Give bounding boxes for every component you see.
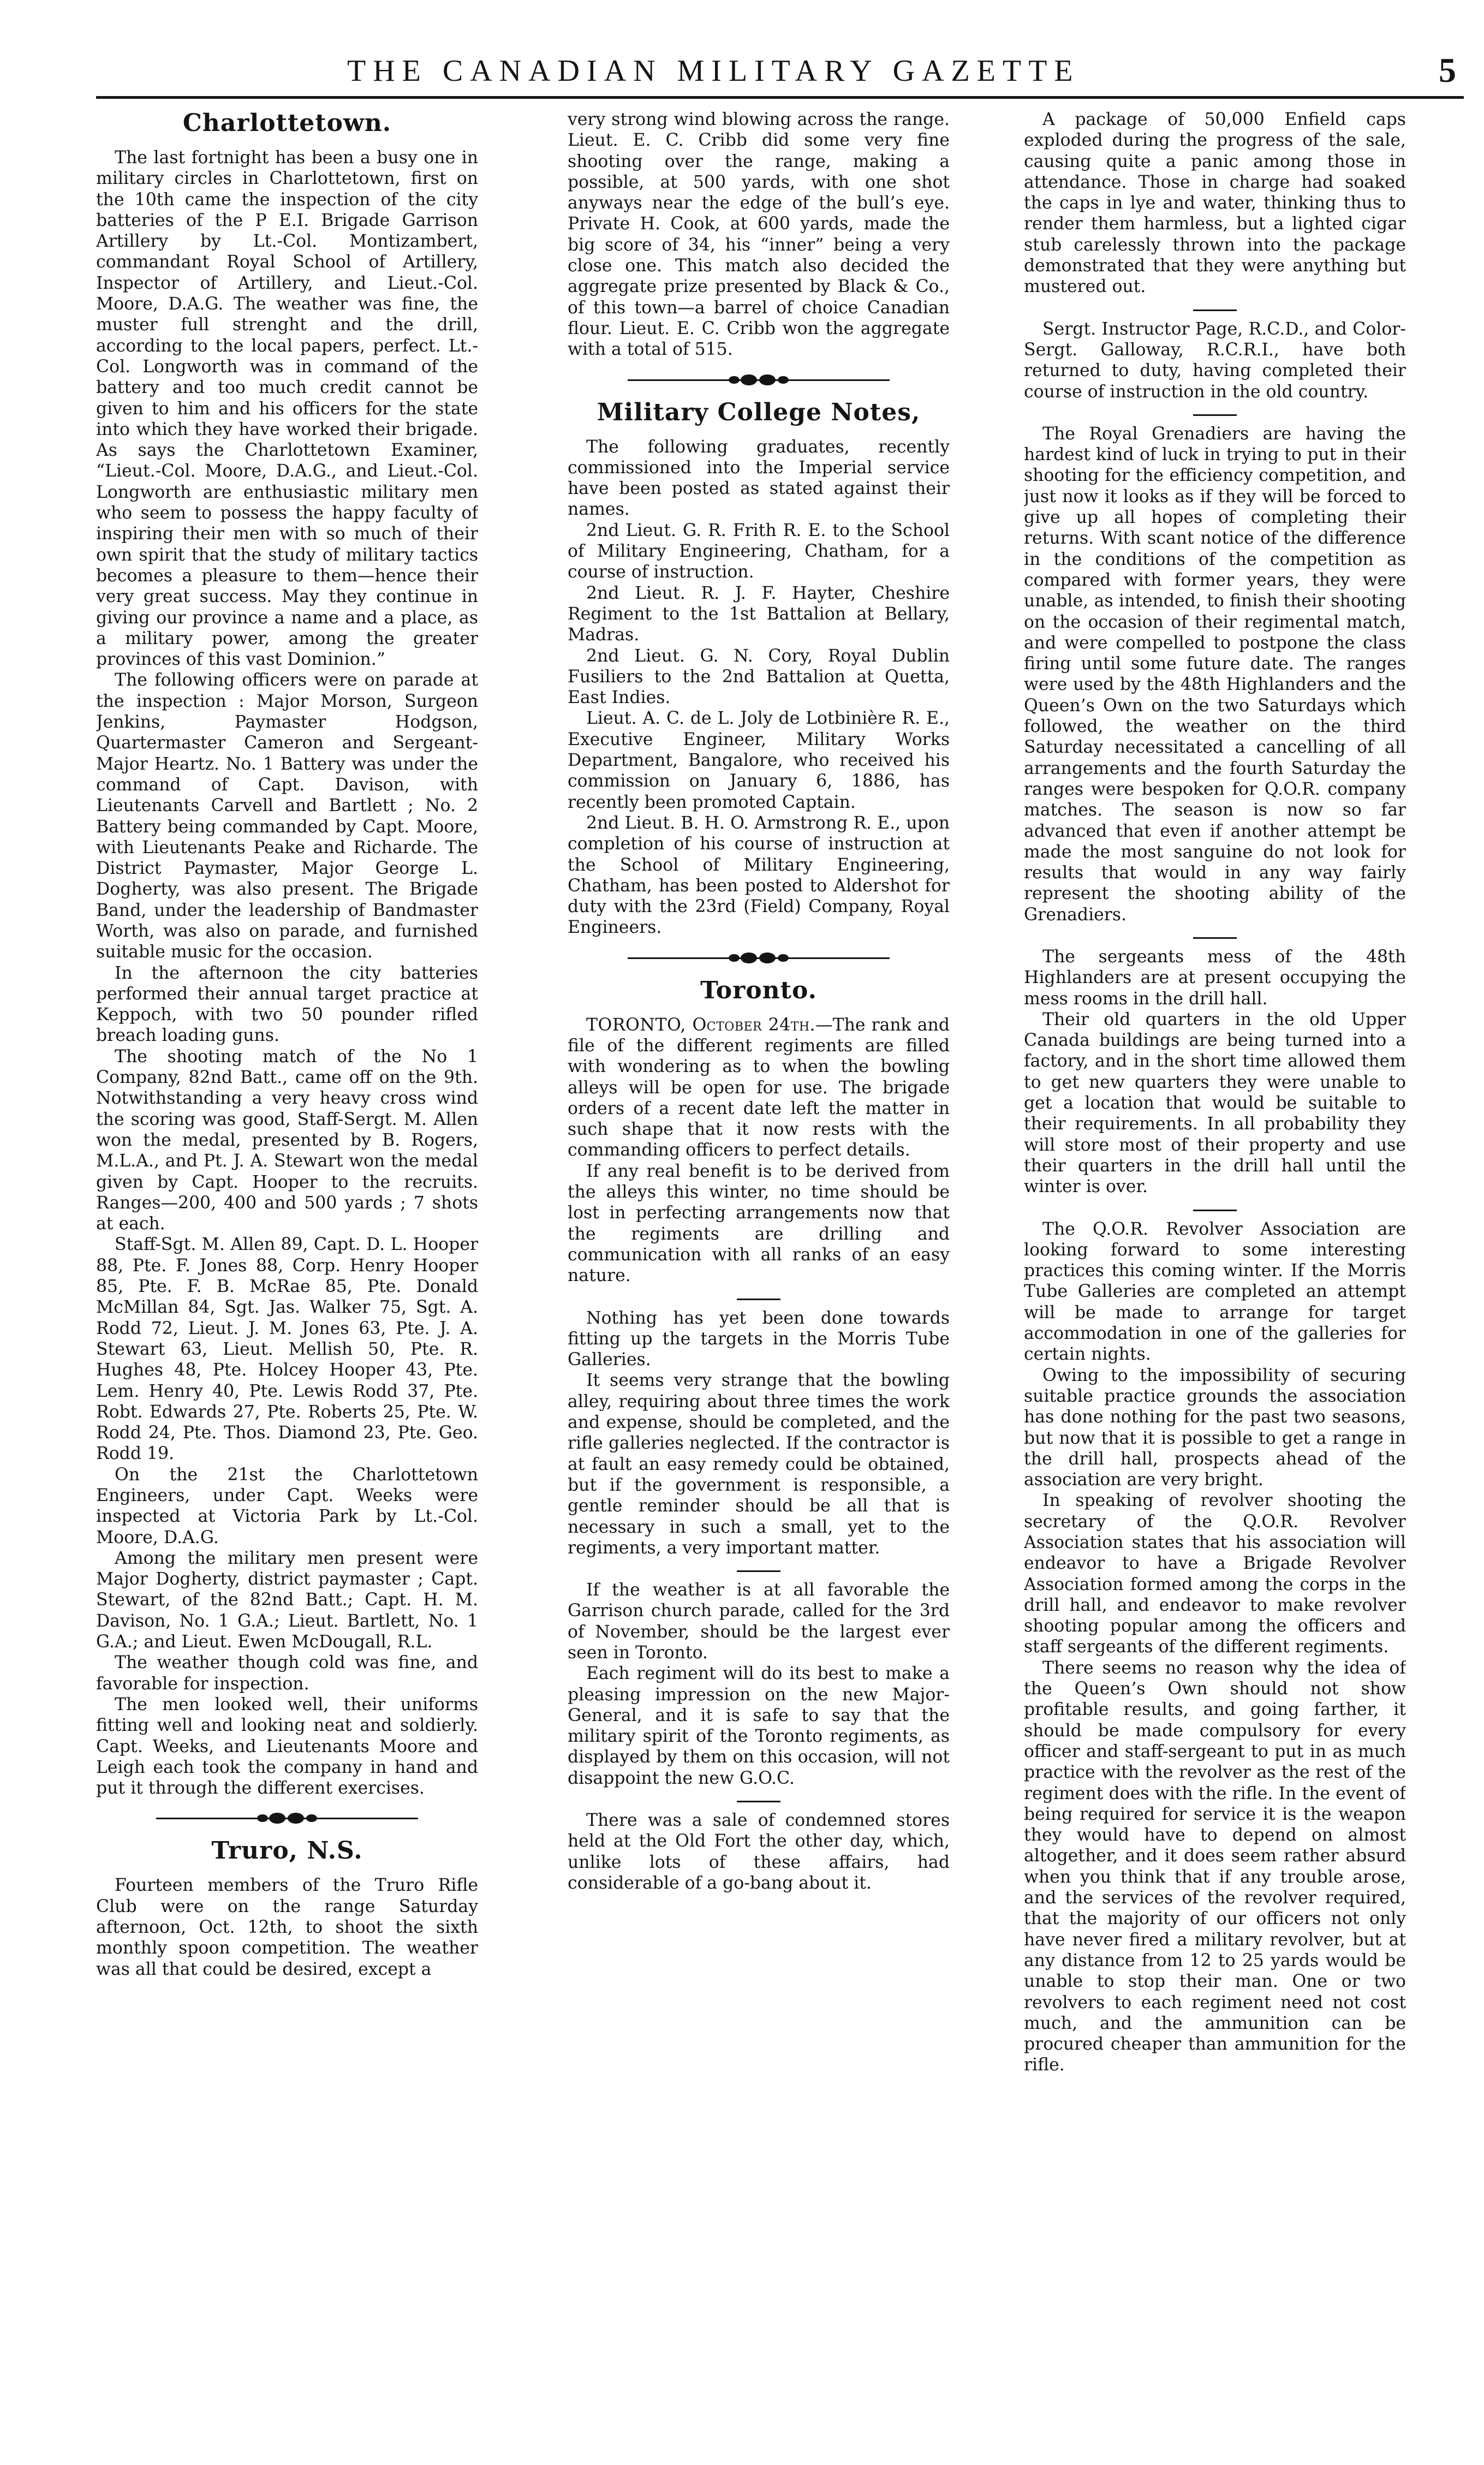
masthead-title: THE CANADIAN MILITARY GAZETTE: [347, 54, 1080, 88]
article-paragraph: Among the military men present were Major Dogherty, district paymaster ; Capt. Stewart, of the 82nd Batt.; Capt. H. M. Davison, No. 1 G.A.; Lieut. Bartlett, No. 1 G.A.; and Lieut. Ewen McDougall, R.L.: [96, 1548, 478, 1652]
article-paragraph: The following officers were on parade at the inspection : Major Morson, Surgeon Jenkins, Paymaster Hodgson, Quartermaster Cameron and Sergeant-Major Heartz. No. 1 Battery was under the command of Capt. Davison, with Lieutenants Carvell and Bartlett ; No. 2 Battery being commanded by Capt. Moore, with Lieutenants Peake and Richarde. The District Paymaster, Major George L. Dogherty, was also present. The Brigade Band, under the leadership of Bandmaster Worth, was also on parade, and furnished suitable music for the occasion.: [96, 670, 478, 962]
article-paragraph: The following graduates, recently commissioned into the Imperial service have been posted as stated against their names.: [568, 437, 950, 520]
short-rule: [1193, 937, 1237, 939]
article-paragraph: 2nd Lieut. G. R. Frith R. E. to the School of Military Engineering, Chatham, for a course of instruction.: [568, 520, 950, 582]
section-divider-ornament: [568, 950, 950, 967]
short-rule: [1193, 414, 1237, 416]
column-2: [568, 109, 950, 2451]
article-paragraph: The Royal Grenadiers are having the hardest kind of luck in trying to put in their shooting for the efficiency competition, and just now it looks as if they will be forced to give up all hopes of completing their returns. With scant notice of the difference in the conditions of the competition as compared with former years, they were unable, as intended, to finish their shooting on the occasion of their regimental match, and were compelled to postpone the class firing until some future date. The ranges were used by the 48th Highlanders and the Queen’s Own on the two Saturdays which followed, the weather on the third Saturday necessitated a cancelling of all arrangements and the fourth Saturday the ranges were bespoken for Q.O.R. company matches. The season is now so far advanced that even if another attempt be made the most sanguine do not look for results that would in any way fairly represent the shooting ability of the Grenadiers.: [1024, 424, 1406, 925]
article-paragraph: It seems very strange that the bowling alley, requiring about three times the work and expense, should be completed, and the rifle galleries neglected. If the contractor is at fault an easy remedy could be obtained, but if the government is responsible, a gentle reminder should be all that is necessary in such a small, yet to the regiments, a very important matter.: [568, 1371, 950, 1558]
article-text: —The rank and file of the different regiments are filled with wondering as to when the bowling alleys will be open for use. The brigade orders of a recent date left the matter in such shape that it now rests with the commanding officers to perfect details.: [568, 1015, 950, 1160]
masthead-rule: [96, 96, 1464, 99]
article-paragraph: In speaking of revolver shooting the secretary of the Q.O.R. Revolver Association states that his association will endeavor to have a Brigade Revolver Association formed among the corps in the drill hall, and endeavor to make revolver shooting popular among the officers and staff sergeants of the different regiments.: [1024, 1491, 1406, 1657]
article-paragraph: In the afternoon the city batteries performed their annual target practice at Keppoch, with two 50 pounder rifled breach loading guns.: [96, 963, 478, 1046]
article-paragraph: If the weather is at all favorable the Garrison church parade, called for the 3rd of November, should be the largest ever seen in Toronto.: [568, 1580, 950, 1663]
page-number: 5: [1439, 51, 1456, 90]
article-paragraph: Nothing has yet been done towards fitting up the targets in the Morris Tube Galleries.: [568, 1308, 950, 1370]
article-paragraph: A package of 50,000 Enfield caps exploded during the progress of the sale, causing quite a panic among those in attendance. Those in charge had soaked the caps in lye and water, thinking thus to render them harmless, but a lighted cigar stub carelessly thrown into the package demonstrated that they were anything but mustered out.: [1024, 110, 1406, 297]
article-paragraph: Fourteen members of the Truro Rifle Club were on the range Saturday afternoon, Oct. 12th, to shoot the sixth monthly spoon competition. The weather was all that could be desired, except a: [96, 1875, 478, 1979]
article-paragraph: Their old quarters in the old Upper Canada buildings are being turned into a factory, and in the short time allowed them to get new quarters they were unable to get a location that would be suitable to their requirements. In all probability they will store most of their property and use their quarters in the drill hall until the winter is over.: [1024, 1009, 1406, 1197]
article-paragraph: The Q.O.R. Revolver Association are looking forward to some interesting practices this coming winter. If the Morris Tube Galleries are completed an attempt will be made to arrange for target accommodation in one of the galleries for certain nights.: [1024, 1219, 1406, 1365]
section-divider-ornament: [568, 372, 950, 389]
column-1: [96, 109, 478, 2451]
article-paragraph: The last fortnight has been a busy one in military circles in Charlottetown, first on the 10th came the inspection of the city batteries of the P E.I. Brigade Garrison Artillery by Lt.-Col. Montizambert, commandant Royal School of Artillery, Inspector of Artillery, and Lieut.-Col. Moore, D.A.G. The weather was fine, the muster full strenght and the drill, according to the local papers, perfect. Lt.-Col. Longworth was in command of the battery and too much credit cannot be given to him and his officers for the state into which they have worked their brigade. As says the Charlottetown Examiner, “Lieut.-Col. Moore, D.A.G., and Lieut.-Col. Longworth are enthusiastic military men who seem to possess the happy faculty of inspiring their men with so much of their own spirit that the study of military tactics becomes a pleasure to them—hence their very great success. May they continue in giving our province a name and a place, as a military power, among the greater provinces of this vast Dominion.”: [96, 148, 478, 670]
heading-truro: Truro, N.S.: [211, 1837, 363, 1865]
article-paragraph: [568, 1015, 950, 1161]
short-rule: [1193, 1210, 1237, 1211]
masthead: [96, 50, 1464, 103]
article-paragraph: 2nd Lieut. G. N. Cory, Royal Dublin Fusiliers to the 2nd Battalion at Quetta, East Indies.: [568, 646, 950, 708]
article-paragraph: 2nd Lieut. B. H. O. Armstrong R. E., upon completion of his course of instruction at the School of Military Engineering, Chatham, has been posted to Aldershot for duty with the 23rd (Field) Company, Royal Engineers.: [568, 813, 950, 938]
heading-military-college-notes: Military College Notes,: [597, 398, 921, 426]
short-rule: [1193, 309, 1237, 311]
section-divider-ornament: [96, 1811, 478, 1827]
article-paragraph: The shooting match of the No 1 Company, 82nd Batt., came off on the 9th. Notwithstanding a very heavy cross wind the scoring was good, Staff-Sergt. M. Allen won the medal, presented by B. Rogers, M.L.A., and Pt. J. A. Stewart won the medal given by Capt. Hooper to the recruits. Ranges—200, 400 and 500 yards ; 7 shots at each.: [96, 1046, 478, 1234]
short-rule: [737, 1801, 780, 1802]
article-paragraph: Lieut. A. C. de L. Joly de Lotbinière R. E., Executive Engineer, Military Works Department, Bangalore, who received his commission on January 6, 1886, has recently been promoted Captain.: [568, 708, 950, 812]
article-paragraph: Sergt. Instructor Page, R.C.D., and Color-Sergt. Galloway, R.C.R.I., have both returned to duty, having completed their course of instruction in the old country.: [1024, 319, 1406, 402]
article-paragraph: Each regiment will do its best to make a pleasing impression on the new Major-General, and it is safe to say that the military spirit of the Toronto regiments, as displayed by them on this occasion, will not disappoint the new G.O.C.: [568, 1664, 950, 1788]
score-list: Staff-Sgt. M. Allen 89, Capt. D. L. Hooper 88, Pte. F. Jones 88, Corp. Henry Hooper 85, Pte. F. B. McRae 85, Pte. Donald McMillan 84, Sgt. Jas. Walker 75, Sgt. A. Rodd 72, Lieut. J. M. Jones 63, Pte. J. A. Stewart 63, Lieut. Mellish 50, Pte. R. Hughes 48, Pte. Holcey Hooper 43, Pte. Lem. Henry 40, Pte. Lewis Rodd 37, Pte. Robt. Edwards 27, Pte. Roberts 25, Pte. W. Rodd 24, Pte. Thos. Diamond 23, Pte. Geo. Rodd 19.: [96, 1235, 478, 1464]
article-paragraph: On the 21st the Charlottetown Engineers, under Capt. Weeks were inspected at Victoria Park by Lt.-Col. Moore, D.A.G.: [96, 1464, 478, 1547]
article-paragraph: 2nd Lieut. R. J. F. Hayter, Cheshire Regiment to the 1st Battalion at Bellary, Madras.: [568, 583, 950, 645]
heading-charlottetown: Charlottetown.: [182, 109, 392, 137]
article-paragraph: If any real benefit is to be derived from the alleys this winter, no time should be lost in perfecting arrangements now that the regiments are drilling and communication with all ranks of an easy nature.: [568, 1161, 950, 1286]
article-paragraph: The weather though cold was fine, and favorable for inspection.: [96, 1653, 478, 1694]
dateline: TORONTO, October 24th.: [586, 1015, 816, 1035]
heading-toronto: Toronto.: [700, 976, 817, 1004]
article-paragraph: The sergeants mess of the 48th Highlanders are at present occupying the mess rooms in the drill hall.: [1024, 946, 1406, 1009]
article-paragraph: There seems no reason why the idea of the Queen’s Own should not show profitable results, and going farther, it should be made compulsory for every officer and staff-sergeant to put in as much practice with the revolver as the rest of the regiment does with the rifle. In the event of being required for service it is the weapon they would have to depend on almost altogether, and it does seem rather absurd when you think that if any trouble arose, and the services of the revolver required, that the majority of our officers not only have never fired a military revolver, but at any distance from 12 to 25 yards would be unable to stop their man. One or two revolvers to each regiment need not cost much, and the ammunition can be procured cheaper than ammunition for the rifle.: [1024, 1658, 1406, 2075]
short-rule: [737, 1299, 780, 1300]
article-paragraph: very strong wind blowing across the range. Lieut. E. C. Cribb did some very fine shooting over the range, making a possible, at 500 yards, with one shot anyways near the edge of the bull’s eye. Private H. Cook, at 600 yards, made the big score of 34, his “inner” being a very close one. This match also decided the aggregate prize presented by Black & Co., of this town—a barrel of choice Canadian flour. Lieut. E. C. Cribb won the aggregate with a total of 515.: [568, 110, 950, 360]
short-rule: [737, 1570, 780, 1572]
column-3: [1024, 109, 1406, 2451]
article-paragraph: The men looked well, their uniforms fitting well and looking neat and soldierly. Capt. Weeks, and Lieutenants Moore and Leigh each took the company in hand and put it through the different exercises.: [96, 1694, 478, 1799]
article-paragraph: Owing to the impossibility of securing suitable practice grounds the association has done nothing for the past two seasons, but now that it is possible to get a range in the drill hall, prospects ahead of the association are very bright.: [1024, 1365, 1406, 1490]
article-paragraph: There was a sale of condemned stores held at the Old Fort the other day, which, unlike lots of these affairs, had considerable of a go-bang about it.: [568, 1811, 950, 1893]
